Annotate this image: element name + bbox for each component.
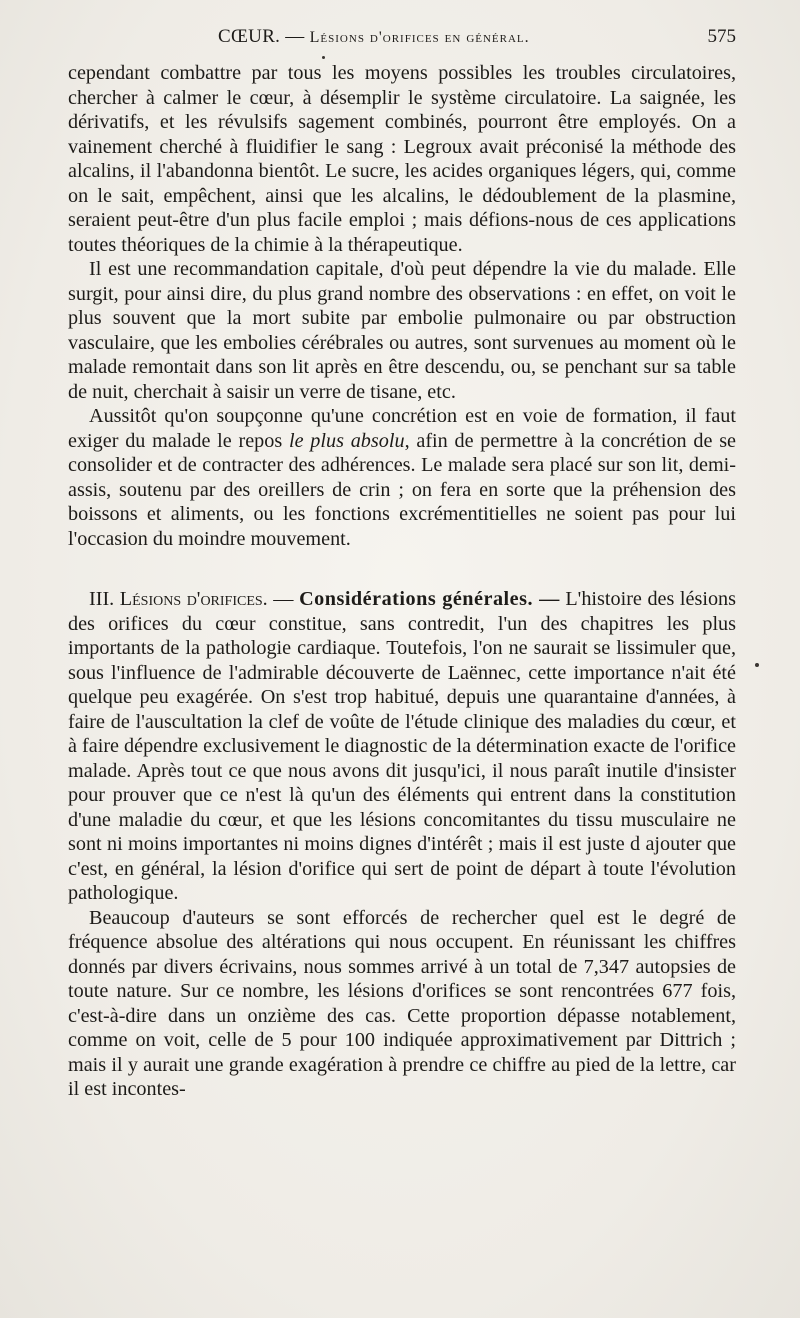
running-title-sub: Lésions d'orifices en général.	[309, 29, 530, 46]
section-label: III. Lésions d'orifices. —	[89, 588, 294, 610]
running-title-main: CŒUR.	[218, 26, 281, 47]
running-header	[68, 26, 736, 56]
paragraph-3	[68, 404, 736, 551]
paragraph-3-start: Aussitôt qu'on soupçonne qu'une concrétion est en voie de formation, il faut exiger du malade le repos	[68, 405, 736, 452]
section-iii-paragraph	[68, 587, 736, 906]
paragraph-1: cependant combattre par tous les moyens possibles les troubles circulatoires, chercher à calmer le cœur, à désemplir le système circulatoire. La saignée, les dérivatifs, et les révulsifs sagement combinés, pourront être employés. On a vainement cherché à fluidifier le sang : Legroux avait préconisé la méthode des alcalins, il l'abandonna bientôt. Le sucre, les acides organiques légers, qui, comme on le sait, empêchent, ainsi que les alcalins, le dédoublement de la plasmine, seraient peut-être d'un plus facile emploi ; mais défions-nous de ces applications toutes théoriques de la chimie à la thérapeutique.	[68, 62, 736, 256]
ink-speck	[322, 56, 325, 59]
paragraph-3-end: , afin de permettre à la concrétion de se consolider et de contracter des adhérences. Le malade sera placé sur son lit, demi-assis, soutenu par des oreillers de crin ; on fera en sorte que la préhension des boissons et aliments, ou les fonctions excrémentitielles ne soient pas pour lui l'occasion du moindre mouvement.	[68, 429, 737, 550]
section-iii-text: L'histoire des lésions des orifices du cœur constitue, sans contredit, l'un des chapitres les plus importants de la pathologie cardiaque. Toutefois, l'on ne saurait se lissimuler que, sous l'influence de l'admirable découverte de Laënnec, cette importance n'ait été quelque peu exagérée. On s'est trop habitué, depuis une quarantaine d'années, à faire de l'auscultation la clef de voûte de l'étude clinique des maladies du cœur, et à faire dépendre exclusivement le diagnostic de la détermination exacte de l'orifice malade. Après tout ce que nous avons dit jusqu'ici, il nous paraît inutile d'insister pour prouver que ce n'est là qu'un des éléments qui entrent dans la constitution d'une maladie du cœur, et que les lésions concomitantes du tissu musculaire ne sont ni moins importantes ni moins dignes d'intérêt ; mais il est juste d ajouter que c'est, en général, la lésion d'orifice qui sert de point de départ à toute l'évolution pathologique.	[68, 588, 736, 904]
paragraph-5: Beaucoup d'auteurs se sont efforcés de rechercher quel est le degré de fréquence absolue des altérations qui nous occupent. En réunissant les chiffres donnés par divers écrivains, nous sommes arrivé à un total de 7,347 autopsies de toute nature. Sur ce nombre, les lésions d'orifices se sont rencontrées 677 fois, c'est-à-dire dans un onzième des cas. Cette proportion dépasse notablement, comme on voit, celle de 5 pour 100 indiquée approximativement par Dittrich ; mais il y aurait une grande exagération à prendre ce chiffre au pied de la lettre, car il est incontes-	[68, 906, 736, 1100]
running-title-dash: —	[285, 26, 305, 47]
section-gap	[68, 551, 736, 587]
page-number: 575	[707, 26, 736, 47]
page-body	[68, 61, 736, 1102]
paragraph-3-italic: le plus absolu	[288, 429, 405, 452]
paragraph-2: Il est une recommandation capitale, d'où peut dépendre la vie du malade. Elle surgit, pour ainsi dire, du plus grand nombre des observations : en effet, on voit le plus souvent que la mort subite par embolie pulmonaire ou par obstruction vasculaire, que les embolies cérébrales ou autres, sont survenues au moment où le malade remontait dans son lit après en être descendu, ou, se penchant sur sa table de nuit, cherchait à saisir un verre de tisane, etc.	[68, 258, 736, 403]
section-title: Considérations générales. —	[299, 588, 560, 610]
ink-speck	[755, 663, 759, 667]
running-title	[218, 26, 530, 48]
